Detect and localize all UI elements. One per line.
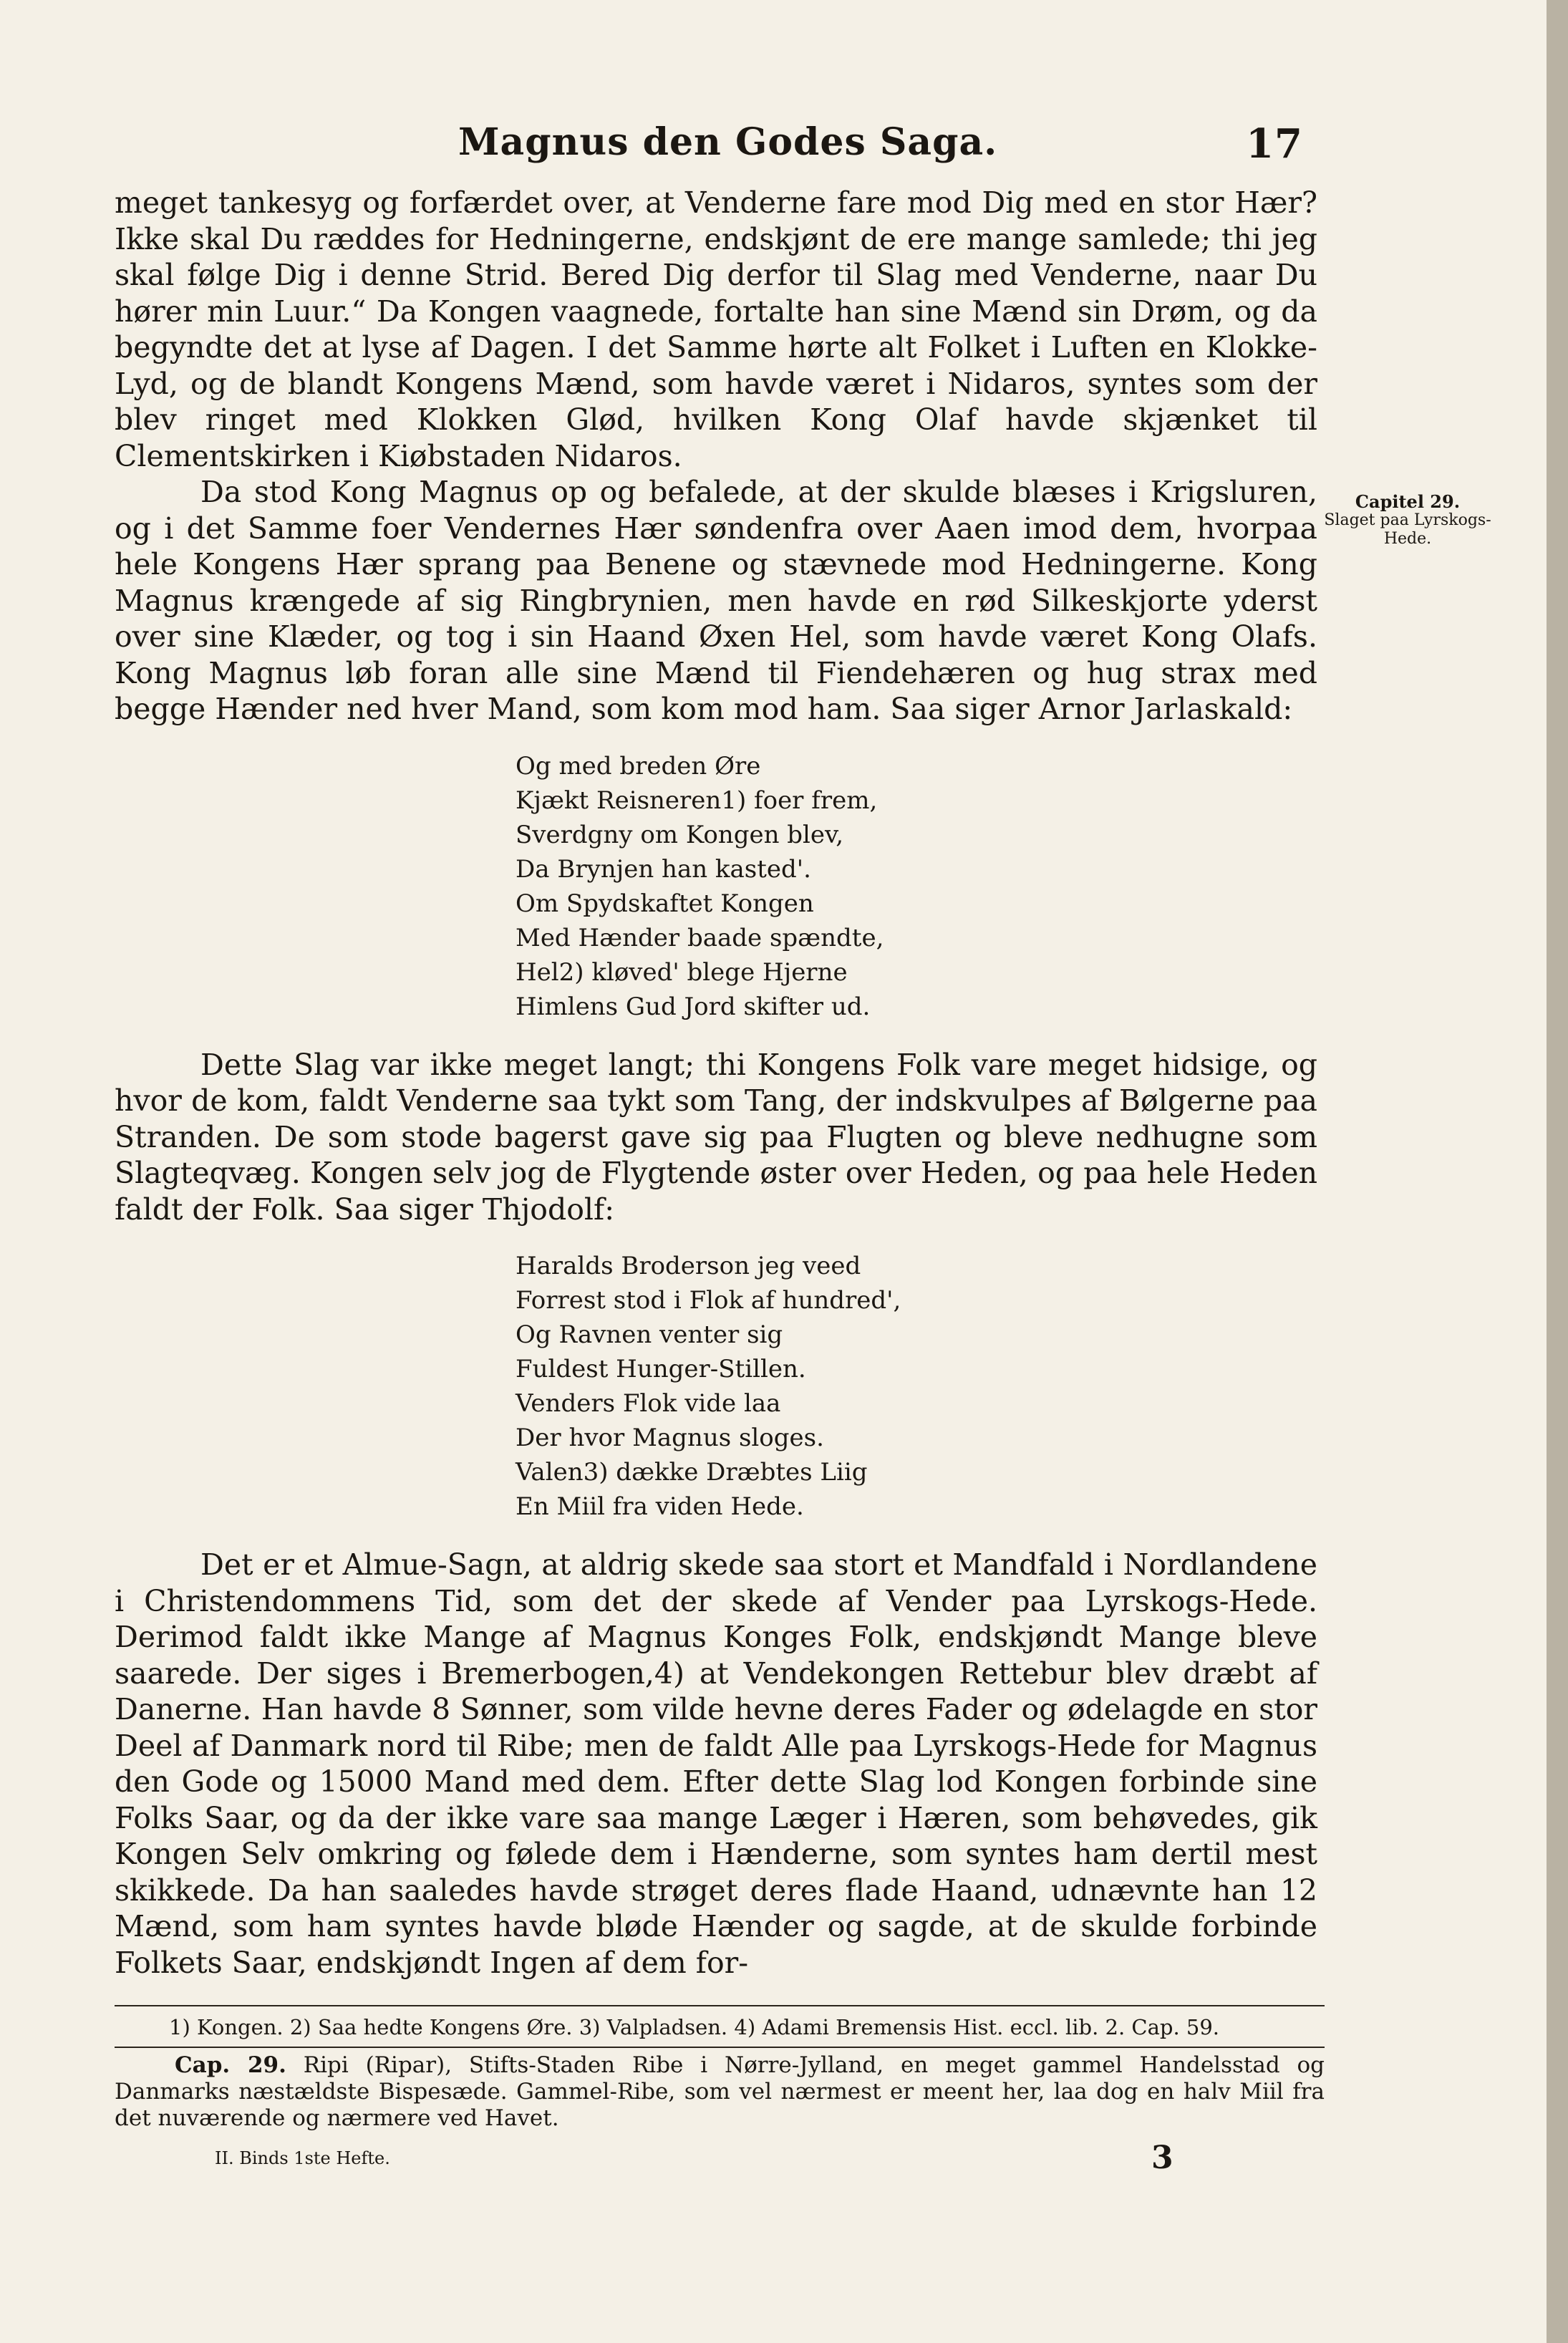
chapter-note [115, 2052, 1325, 2132]
footnote-divider [115, 2005, 1325, 2006]
verse-line: En Miil fra viden Hede. [516, 1492, 804, 1521]
margin-text: Slaget paa Lyrskogs-Hede. [1324, 511, 1491, 548]
margin-chapter: Capitel 29. [1355, 491, 1461, 512]
signature-mark: II. Binds 1ste Hefte. [215, 2148, 390, 2168]
verse-line: Hel2) kløved' blege Hjerne [516, 957, 848, 987]
verse-line: Venders Flok vide laa [516, 1389, 781, 1418]
verse-line: Da Brynjen han kasted'. [516, 854, 811, 884]
paragraph-3: Dette Slag var ikke meget langt; thi Kongens Folk vare meget hidsige, og hvor de kom, faldt Venderne saa tykt som Tang, der indskvulpes af Bølgerne paa Stranden. De som stode bagerst gave sig paa Flugten og bleve nedhugne som Slagteqvæg. Kongen selv jog de Flygtende øster over Heden, og paa hele Heden faldt der Folk. Saa siger Thjodolf: [115, 1047, 1317, 1227]
signature-number: 3 [1151, 2140, 1173, 2176]
margin-note [1322, 493, 1494, 549]
verse-line: Haralds Broderson jeg veed [516, 1252, 861, 1280]
verse-line: Om Spydskaftet Kongen [516, 889, 814, 918]
verse-line: Kjækt Reisneren1) foer frem, [516, 786, 878, 815]
verse-arnor [516, 749, 1317, 1024]
footnotes: 1) Kongen. 2) Saa hedte Kongens Øre. 3) Valpladsen. 4) Adami Bremensis Hist. eccl. lib. 2. Cap. 59. [169, 2015, 1220, 2039]
page-number: 17 [1246, 120, 1303, 168]
paragraph-1: meget tankesyg og forfærdet over, at Venderne fare mod Dig med en stor Hær? Ikke skal Du ræddes for Hedningerne, endskjønt de ere mange samlede; thi jeg skal følge Dig i denne Strid. Bered Dig derfor til Slag med Venderne, naar Du hører min Luur.“ Da Kongen vaagnede, fortalte han sine Mænd sin Drøm, og da begyndte det at lyse af Dagen. I det Samme hørte alt Folket i Luften en Klokke-Lyd, og de blandt Kongens Mænd, som havde været i Nidaros, syntes som der blev ringet med Klokken Glød, hvilken Kong Olaf havde skjænket til Clementskirken i Kiøbstaden Nidaros. [115, 185, 1317, 473]
verse-line: Og Ravnen venter sig [516, 1320, 783, 1349]
verse-line: Fuldest Hunger-Stillen. [516, 1355, 806, 1383]
verse-thjodolf [516, 1249, 1317, 1524]
paragraph-2: Da stod Kong Magnus op og befalede, at der skulde blæses i Krigsluren, og i det Samme foer Vendernes Hær søndenfra over Aaen imod dem, hvorpaa hele Kongens Hær sprang paa Benene og stævnede mod Hedningerne. Kong Magnus krængede af sig Ringbrynien, men havde en rød Silkeskjorte yderst over sine Klæder, og tog i sin Haand Øxen Hel, som havde været Kong Olafs. Kong Magnus løb foran alle sine Mænd til Fiendehæren og hug strax med begge Hænder ned hver Mand, som kom mod ham. Saa siger Arnor Jarlaskald: [115, 475, 1317, 726]
verse-line: Forrest stod i Flok af hundred', [516, 1286, 901, 1315]
chapter-note-label: Cap. 29. [175, 2052, 286, 2078]
main-text [115, 185, 1317, 1981]
verse-line: Himlens Gud Jord skifter ud. [516, 992, 871, 1021]
verse-line: Med Hænder baade spændte, [516, 923, 884, 952]
verse-line: Der hvor Magnus sloges. [516, 1424, 824, 1452]
running-title: Magnus den Godes Saga. [458, 120, 998, 164]
verse-line: Valen3) dække Dræbtes Liig [516, 1458, 868, 1487]
verse-line: Sverdgny om Kongen blev, [516, 820, 844, 849]
capnote-divider [115, 2047, 1325, 2048]
verse-line: Og med breden Øre [516, 751, 761, 781]
paragraph-4: Det er et Almue-Sagn, at aldrig skede saa stort et Mandfald i Nordlandene i Christendommens Tid, som det der skede af Vender paa Lyrskogs-Hede. Derimod faldt ikke Mange af Magnus Konges Folk, endskjøndt Mange bleve saarede. Der siges i Bremerbogen,4) at Vendekongen Rettebur blev dræbt af Danerne. Han havde 8 Sønner, som vilde hevne deres Fader og ødelagde en stor Deel af Danmark nord til Ribe; men de faldt Alle paa Lyrskogs-Hede for Magnus den Gode og 15000 Mand med dem. Efter dette Slag lod Kongen forbinde sine Folks Saar, og da der ikke vare saa mange Læger i Hæren, som behøvedes, gik Kongen Selv omkring og følede dem i Hænderne, som syntes ham dertil mest skikkede. Da han saaledes havde strøget deres flade Haand, udnævnte han 12 Mænd, som ham syntes havde bløde Hænder og sagde, at de skulde forbinde Folkets Saar, endskjøndt Ingen af dem for- [115, 1547, 1317, 1980]
chapter-note-text: Ripi (Ripar), Stifts-Staden Ribe i Nørre-Jylland, en meget gammel Handelsstad og Danmarks næstældste Bispesæde. Gammel-Ribe, som vel nærmest er meent her, laa dog en halv Miil fra det nuværende og nærmere ved Havet. [115, 2052, 1325, 2131]
